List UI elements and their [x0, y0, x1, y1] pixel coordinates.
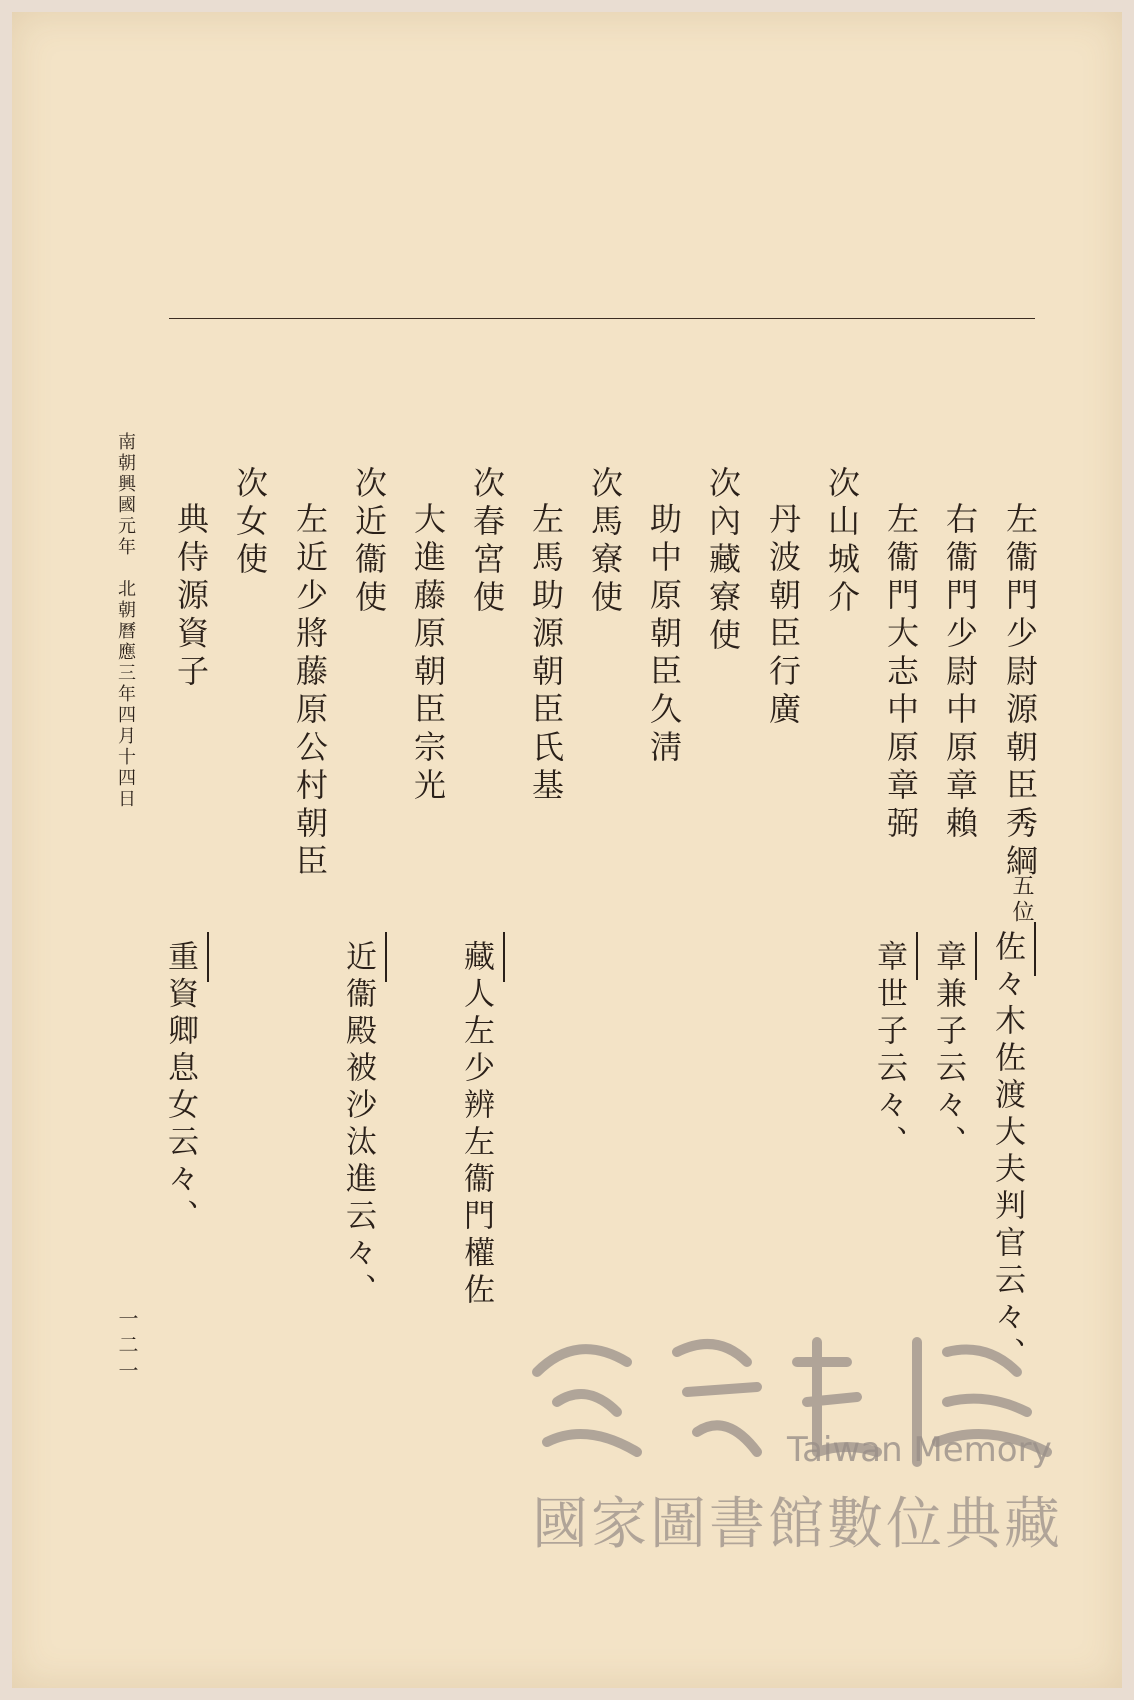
note-4: 藏人左少辨左衞門權佐: [458, 940, 494, 1310]
text-column-2: 右衞門少尉中原章賴: [941, 502, 979, 844]
text-column-7: 助中原朝臣久淸: [645, 502, 683, 768]
note-2: 章兼子云々、: [930, 940, 966, 1162]
running-footer: 南朝興國元年 北朝曆應三年四月十四日: [115, 432, 136, 810]
annotation-five-rank: 五位: [1009, 874, 1034, 926]
note-6: 重資卿息女云々、: [162, 940, 198, 1236]
text-column-15: 典侍源資子: [172, 502, 210, 692]
note-5: 近衞殿被沙汰進云々、: [340, 940, 376, 1310]
header-rule: [169, 318, 1035, 319]
book-page: [12, 12, 1122, 1688]
text-column-12: 次近衞使: [350, 466, 388, 618]
text-column-8: 次馬寮使: [586, 466, 624, 618]
text-column-13: 左近少將藤原公村朝臣: [291, 502, 329, 882]
text-column-6: 次內藏寮使: [704, 466, 742, 656]
text-column-11: 大進藤原朝臣宗光: [409, 502, 447, 806]
watermark-chinese: 國家圖書館數位典藏: [532, 1492, 1063, 1557]
column-text: 左衞門少尉源朝臣秀綱: [1001, 502, 1039, 882]
text-column-3: 左衞門大志中原章弼: [882, 502, 920, 844]
note-3: 章世子云々、: [871, 940, 907, 1162]
watermark-english: Taiwan Memory: [787, 1430, 1052, 1470]
note-1: 佐々木佐渡大夫判官云々、: [989, 930, 1025, 1374]
text-column-10: 次春宮使: [468, 466, 506, 618]
text-column-1: [1001, 502, 1039, 882]
text-column-4: 次山城介: [823, 466, 861, 618]
page-number: 一二一: [115, 1308, 139, 1386]
text-column-14: 次女使: [231, 466, 269, 580]
text-column-9: 左馬助源朝臣氏基: [527, 502, 565, 806]
text-column-5: 丹波朝臣行廣: [764, 502, 802, 730]
